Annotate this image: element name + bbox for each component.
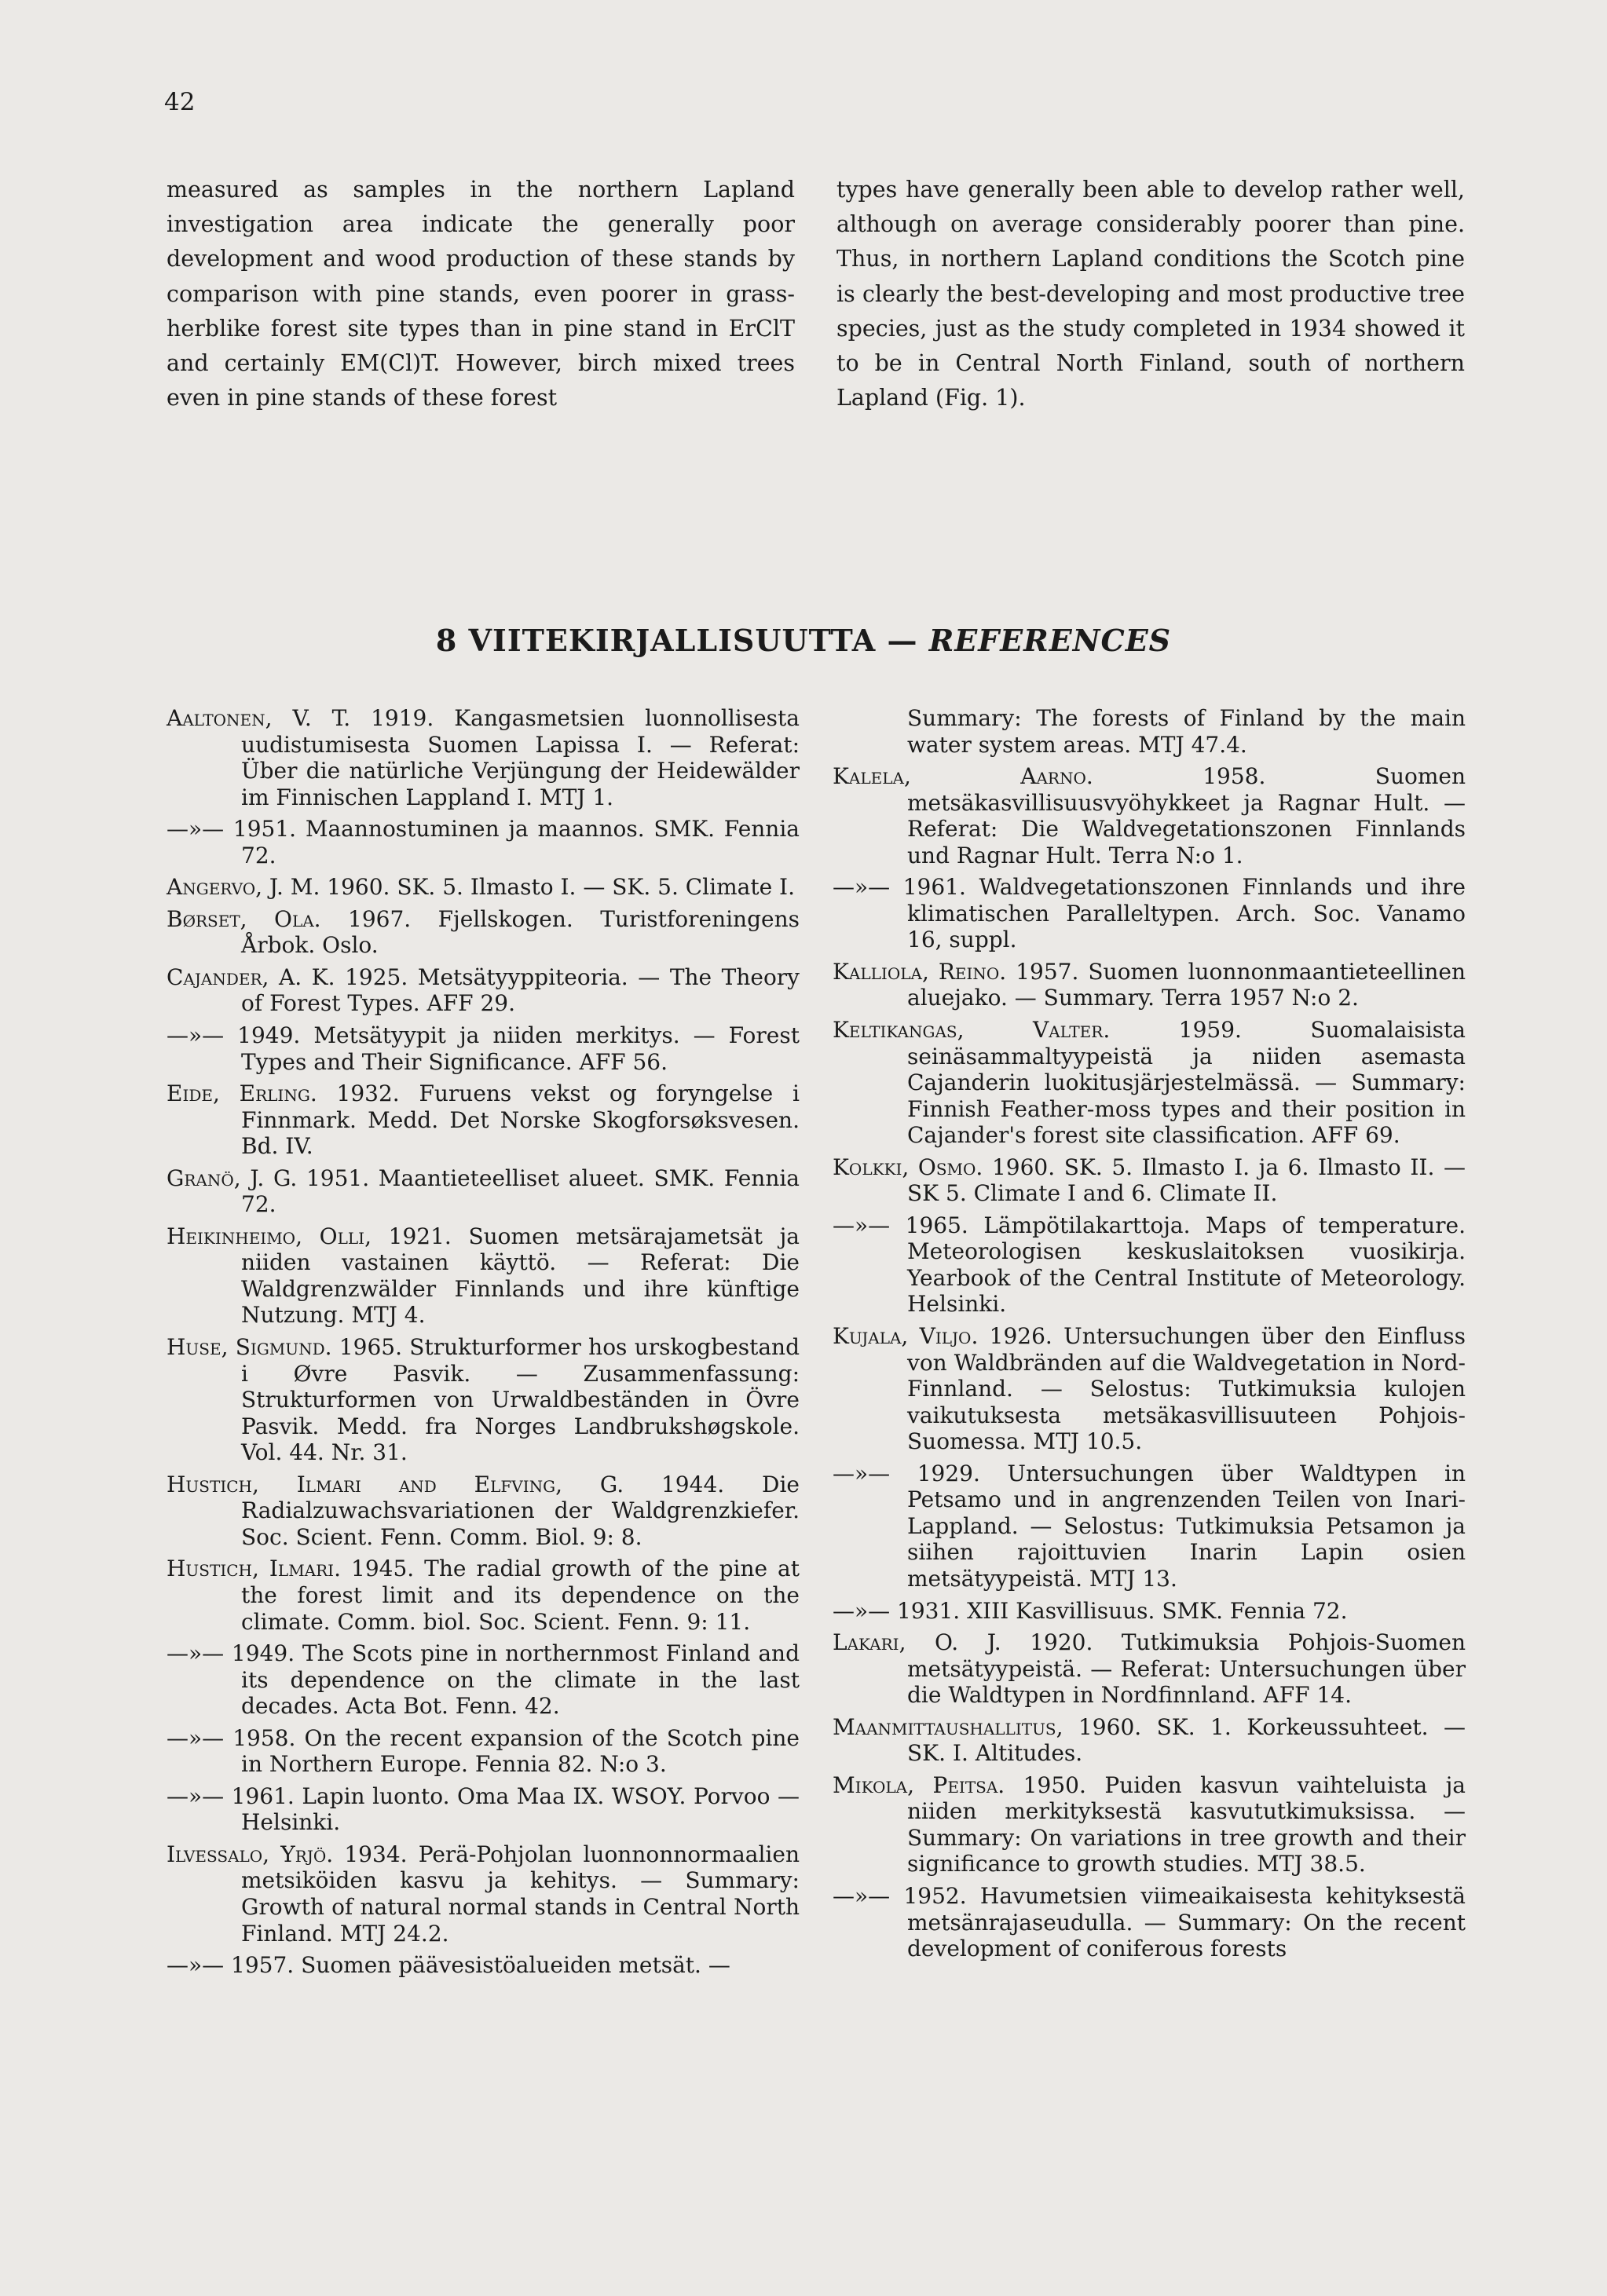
reference-text: 1952. Havumetsien viimeaikaisesta kehityksestä metsänrajaseudulla. — Summary: On the recent development of coniferous forests [890, 1882, 1466, 1962]
reference-entry [833, 1154, 1466, 1207]
reference-text: 1958. Suomen metsäkasvillisuusvyöhykkeet ja Ragnar Hult. — Referat: Die Waldvegetationszonen Finnlands und Ragnar Hult. Terra N:o 1. [907, 763, 1466, 868]
reference-entry [167, 906, 800, 959]
reference-text: 1926. Untersuchungen über den Einfluss von Waldbränden auf die Waldvegetation in Nord-Finnland. — Selostus: Tutkimuksia kulojen vaikutuksesta metsäkasvillisuuteen Pohjois-Suomessa. MTJ 10.5. [907, 1323, 1466, 1455]
reference-entry [167, 1556, 800, 1635]
reference-entry [167, 1640, 800, 1720]
reference-text: 1961. Lapin luonto. Oma Maa IX. WSOY. Porvoo — Helsinki. [224, 1782, 800, 1836]
reference-entry [833, 874, 1466, 953]
section-heading-number-fi: 8 VIITEKIRJALLISUUTTA — [435, 623, 918, 658]
references-column-right [833, 705, 1466, 1968]
reference-text: 1961. Waldvegetationszonen Finnlands und ihre klimatischen Paralleltypen. Arch. Soc. Vanamo 16, suppl. [890, 874, 1466, 953]
reference-author: Angervo, J. M. [167, 874, 320, 901]
reference-author: —»— [167, 1782, 225, 1809]
reference-author: Maanmittaushallitus, [833, 1713, 1063, 1740]
reference-entry [167, 816, 800, 868]
reference-entry [167, 1334, 800, 1466]
reference-entry [167, 705, 800, 810]
reference-author: —»— [833, 874, 891, 901]
reference-entry [833, 1461, 1466, 1592]
reference-author: Cajander, A. K. [167, 963, 335, 990]
reference-entry [833, 1598, 1466, 1625]
reference-text: 1960. SK. 1. Korkeussuhteet. — SK. I. Altitudes. [907, 1713, 1466, 1767]
reference-entry [833, 1629, 1466, 1709]
reference-entry [833, 1772, 1466, 1877]
intro-paragraph-right: types have generally been able to develop rather well, although on average considerably poorer than pine. Thus, in northern Lapland conditions the Scotch pine is clearly the best-developing and most productive tree species, just as the study completed in 1934 showed it to be in Central North Finland, south of northern Lapland (Fig. 1). [836, 177, 1465, 411]
reference-author: —»— [167, 1640, 225, 1667]
reference-entry [833, 1212, 1466, 1318]
section-heading-en: REFERENCES [928, 623, 1172, 658]
reference-text: 1921. Suomen metsärajametsät ja niiden vastainen käyttö. — Referat: Die Waldgrenzwälder Finnlands und ihre künftige Nutzung. MTJ 4. [241, 1223, 800, 1329]
page-number: 42 [164, 88, 196, 116]
reference-text: 1951. Maannostuminen ja maannos. SMK. Fennia 72. [224, 816, 800, 868]
reference-author: —»— [833, 1212, 891, 1238]
reference-author: —»— [833, 1882, 891, 1909]
reference-entry [167, 1725, 800, 1778]
reference-author: Børset, Ola. [167, 905, 321, 932]
reference-text: Summary: The forests of Finland by the main water system areas. MTJ 47.4. [907, 705, 1466, 758]
reference-text: 1931. XIII Kasvillisuus. SMK. Fennia 72. [890, 1597, 1348, 1624]
section-heading [0, 622, 1607, 660]
reference-entry [167, 1952, 800, 1979]
reference-entry [833, 705, 1466, 758]
reference-entry [167, 1022, 800, 1075]
reference-text: 1945. The radial growth of the pine at the forest limit and its dependence on the climate. Comm. biol. Soc. Scient. Fenn. 9: 11. [241, 1556, 800, 1635]
reference-text: 1957. Suomen päävesistöalueiden metsät. — [224, 1952, 730, 1979]
reference-author: —»— [167, 816, 225, 843]
reference-text: 1951. Maantieteelliset alueet. SMK. Fennia 72. [241, 1164, 800, 1218]
reference-text: 1958. On the recent expansion of the Scotch pine in Northern Europe. Fennia 82. N:o 3. [224, 1724, 800, 1778]
reference-author: Keltikangas, Valter. [833, 1017, 1111, 1044]
reference-text: 1950. Puiden kasvun vaihteluista ja niiden merkityksestä kasvututkimuksissa. — Summary: On variations in tree growth and their significance to growth studies. MTJ 38.5. [907, 1771, 1466, 1877]
reference-author: Hustich, Ilmari and Elfving, G. [167, 1471, 624, 1497]
reference-author: Eide, Erling. [167, 1080, 317, 1107]
reference-entry [833, 959, 1466, 1011]
reference-author: Heikinheimo, Olli, [167, 1223, 372, 1249]
reference-entry [833, 1323, 1466, 1455]
reference-author: Aaltonen, V. T. [167, 705, 351, 731]
reference-text: 1965. Lämpötilakarttoja. Maps of temperature. Meteorologisen keskuslaitoksen vuosikirja. Yearbook of the Central Institute of Meteorology. Helsinki. [890, 1212, 1466, 1318]
reference-text: 1960. SK. 5. Ilmasto I. ja 6. Ilmasto II. — SK 5. Climate I and 6. Climate II. [907, 1153, 1466, 1207]
reference-text: 1919. Kangasmetsien luonnollisesta uudistumisesta Suomen Lapissa I. — Referat: Über die natürliche Verjüngung der Heidewälder im Finnischen Lappland I. MTJ 1. [241, 705, 800, 810]
reference-text: 1934. Perä-Pohjolan luonnonnormaalien metsiköiden kasvu ja kehitys. — Summary: Growth of natural normal stands in Central North Finland. MTJ 24.2. [241, 1841, 800, 1947]
reference-entry [833, 1883, 1466, 1962]
reference-author: Kalela, Aarno. [833, 763, 1093, 790]
reference-author: Huse, Sigmund. [167, 1334, 332, 1361]
references-column-left [167, 705, 800, 1984]
reference-entry [833, 763, 1466, 868]
reference-author: Mikola, Peitsa. [833, 1771, 1005, 1798]
reference-entry [167, 1080, 800, 1160]
reference-author: Ilvessalo, Yrjö. [167, 1841, 334, 1867]
reference-entry [833, 1017, 1466, 1149]
reference-text: 1967. Fjellskogen. Turistforeningens Årbok. Oslo. [241, 905, 800, 959]
reference-entry [167, 1841, 800, 1947]
reference-text: 1944. Die Radialzuwachsvariationen der Waldgrenzkiefer. Soc. Scient. Fenn. Comm. Biol. 9: 8. [241, 1471, 800, 1550]
reference-entry [833, 1714, 1466, 1767]
reference-author: Granö, J. G. [167, 1164, 298, 1191]
reference-author: Kolkki, Osmo. [833, 1153, 983, 1180]
reference-text: 1949. The Scots pine in northernmost Finland and its dependence on the climate in the last decades. Acta Bot. Fenn. 42. [224, 1640, 800, 1720]
reference-author: Kujala, Viljo. [833, 1323, 979, 1350]
reference-author: —»— [833, 1460, 891, 1486]
reference-text: 1959. Suomalaisista seinäsammaltyypeistä ja niiden asemasta Cajanderin luokitusjärjestelmässä. — Summary: Finnish Feather-moss types and their position in Cajander's forest site classification. AFF 69. [907, 1017, 1466, 1149]
intro-paragraph-left: measured as samples in the northern Lapland investigation area indicate the generally poor development and wood production of these stands by comparison with pine stands, even poorer in grass-herblike forest site types than in pine stand in ErClT and certainly EM(Cl)T. However, birch mixed trees even in pine stands of these forest [167, 177, 795, 411]
reference-text: 1960. SK. 5. Ilmasto I. — SK. 5. Climate I. [320, 874, 796, 901]
reference-author: —»— [833, 1597, 891, 1624]
reference-entry [167, 964, 800, 1017]
reference-text: 1920. Tutkimuksia Pohjois-Suomen metsätyypeistä. — Referat: Untersuchungen über die Waldtypen in Nordfinnland. AFF 14. [907, 1629, 1466, 1709]
reference-author: Lakari, O. J. [833, 1629, 1001, 1656]
reference-author: —»— [167, 1724, 225, 1751]
reference-text: 1949. Metsätyypit ja niiden merkitys. — Forest Types and Their Significance. AFF 56. [224, 1022, 800, 1075]
reference-author: Hustich, Ilmari. [167, 1556, 341, 1582]
reference-text: 1965. Strukturformer hos urskogbestand i Øvre Pasvik. — Zusammenfassung: Strukturformen von Urwaldbeständen in Övre Pasvik. Medd. fra Norges Landbrukshøgskole. Vol. 44. Nr. 31. [241, 1334, 800, 1466]
reference-author: —»— [167, 1022, 225, 1049]
reference-entry [167, 1165, 800, 1218]
reference-entry [167, 874, 800, 901]
reference-text: 1925. Metsätyyppiteoria. — The Theory of Forest Types. AFF 29. [241, 963, 800, 1017]
reference-author: Kalliola, Reino. [833, 958, 1007, 985]
reference-text: 1929. Untersuchungen über Waldtypen in Petsamo und in angrenzenden Teilen von Inari-Lappland. — Selostus: Tutkimuksia Petsamon ja siihen rajoittuvien Inarin Lapin osien metsätyypeistä. MTJ 13. [890, 1460, 1466, 1592]
reference-text: 1932. Furuens vekst og foryngelse i Finnmark. Medd. Det Norske Skogforsøksvesen. Bd. IV. [241, 1080, 800, 1160]
reference-text: 1957. Suomen luonnonmaantieteellinen aluejako. — Summary. Terra 1957 N:o 2. [907, 958, 1466, 1011]
reference-entry [167, 1472, 800, 1551]
reference-author: —»— [167, 1952, 225, 1979]
reference-entry [167, 1783, 800, 1836]
reference-entry [167, 1223, 800, 1329]
